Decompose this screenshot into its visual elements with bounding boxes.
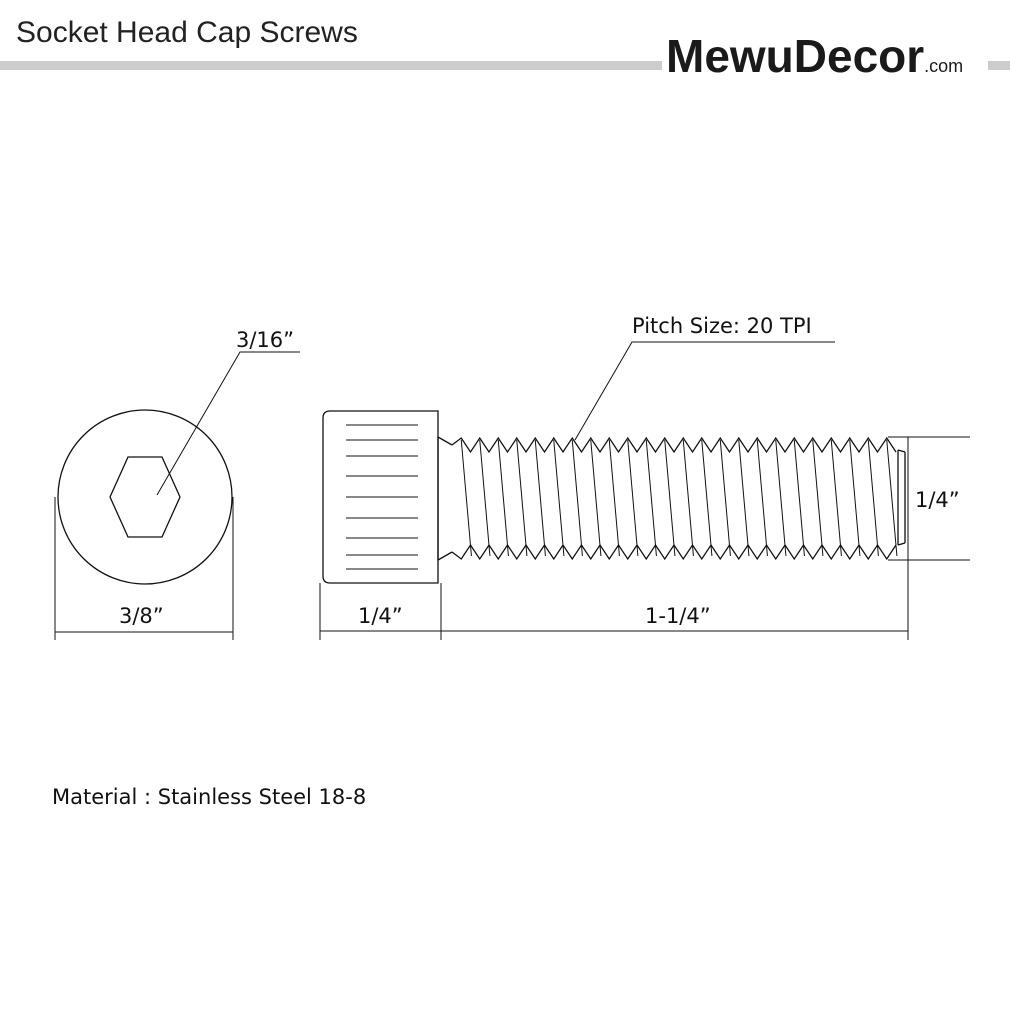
thread-crest-line [776, 440, 786, 556]
brand-logo: MewuDecor.com [666, 30, 964, 82]
thread-crest-line [702, 440, 712, 556]
length-label: 1-1/4” [645, 604, 711, 628]
thread-crest-line [498, 440, 508, 556]
socket-size-label: 3/16” [236, 328, 295, 352]
thread-crest-line [887, 440, 897, 556]
thread-crest-line [794, 440, 804, 556]
hex-socket [110, 457, 180, 537]
thread-crest-line [683, 440, 693, 556]
thread-crest-line [646, 440, 656, 556]
thread-crest-line [739, 440, 749, 556]
head-height-label: 1/4” [358, 604, 403, 628]
thread-crest-line [572, 440, 582, 556]
thread-crest-line [535, 440, 545, 556]
thread-crest-line [609, 440, 619, 556]
head-side-view [323, 411, 438, 583]
thread-crest-line [813, 440, 823, 556]
head-circle [58, 410, 232, 584]
page-title: Socket Head Cap Screws [16, 16, 358, 49]
head-diameter-label: 3/8” [119, 604, 164, 628]
thread-crest-line [554, 440, 564, 556]
thread-crest-line [831, 440, 841, 556]
thread-crest-line [665, 440, 675, 556]
thread-crest-line [850, 440, 860, 556]
header-bar-right [988, 61, 1010, 70]
thread-crest-line [480, 440, 490, 556]
thread-crest-line [461, 440, 471, 556]
thread-diameter-label: 1/4” [915, 488, 960, 512]
thread-crest-line [517, 440, 527, 556]
head-end-view [58, 410, 232, 584]
thread-crest-line [720, 440, 730, 556]
material-label: Material : Stainless Steel 18-8 [52, 785, 367, 809]
thread-crest-line [591, 440, 601, 556]
thread-crest-line [868, 440, 878, 556]
threaded-shank [438, 437, 905, 560]
pitch-label: Pitch Size: 20 TPI [632, 314, 812, 338]
thread-crest-line [757, 440, 767, 556]
header-bar-left [0, 61, 662, 70]
thread-crest-line [628, 440, 638, 556]
pitch-leader-line [575, 342, 835, 440]
